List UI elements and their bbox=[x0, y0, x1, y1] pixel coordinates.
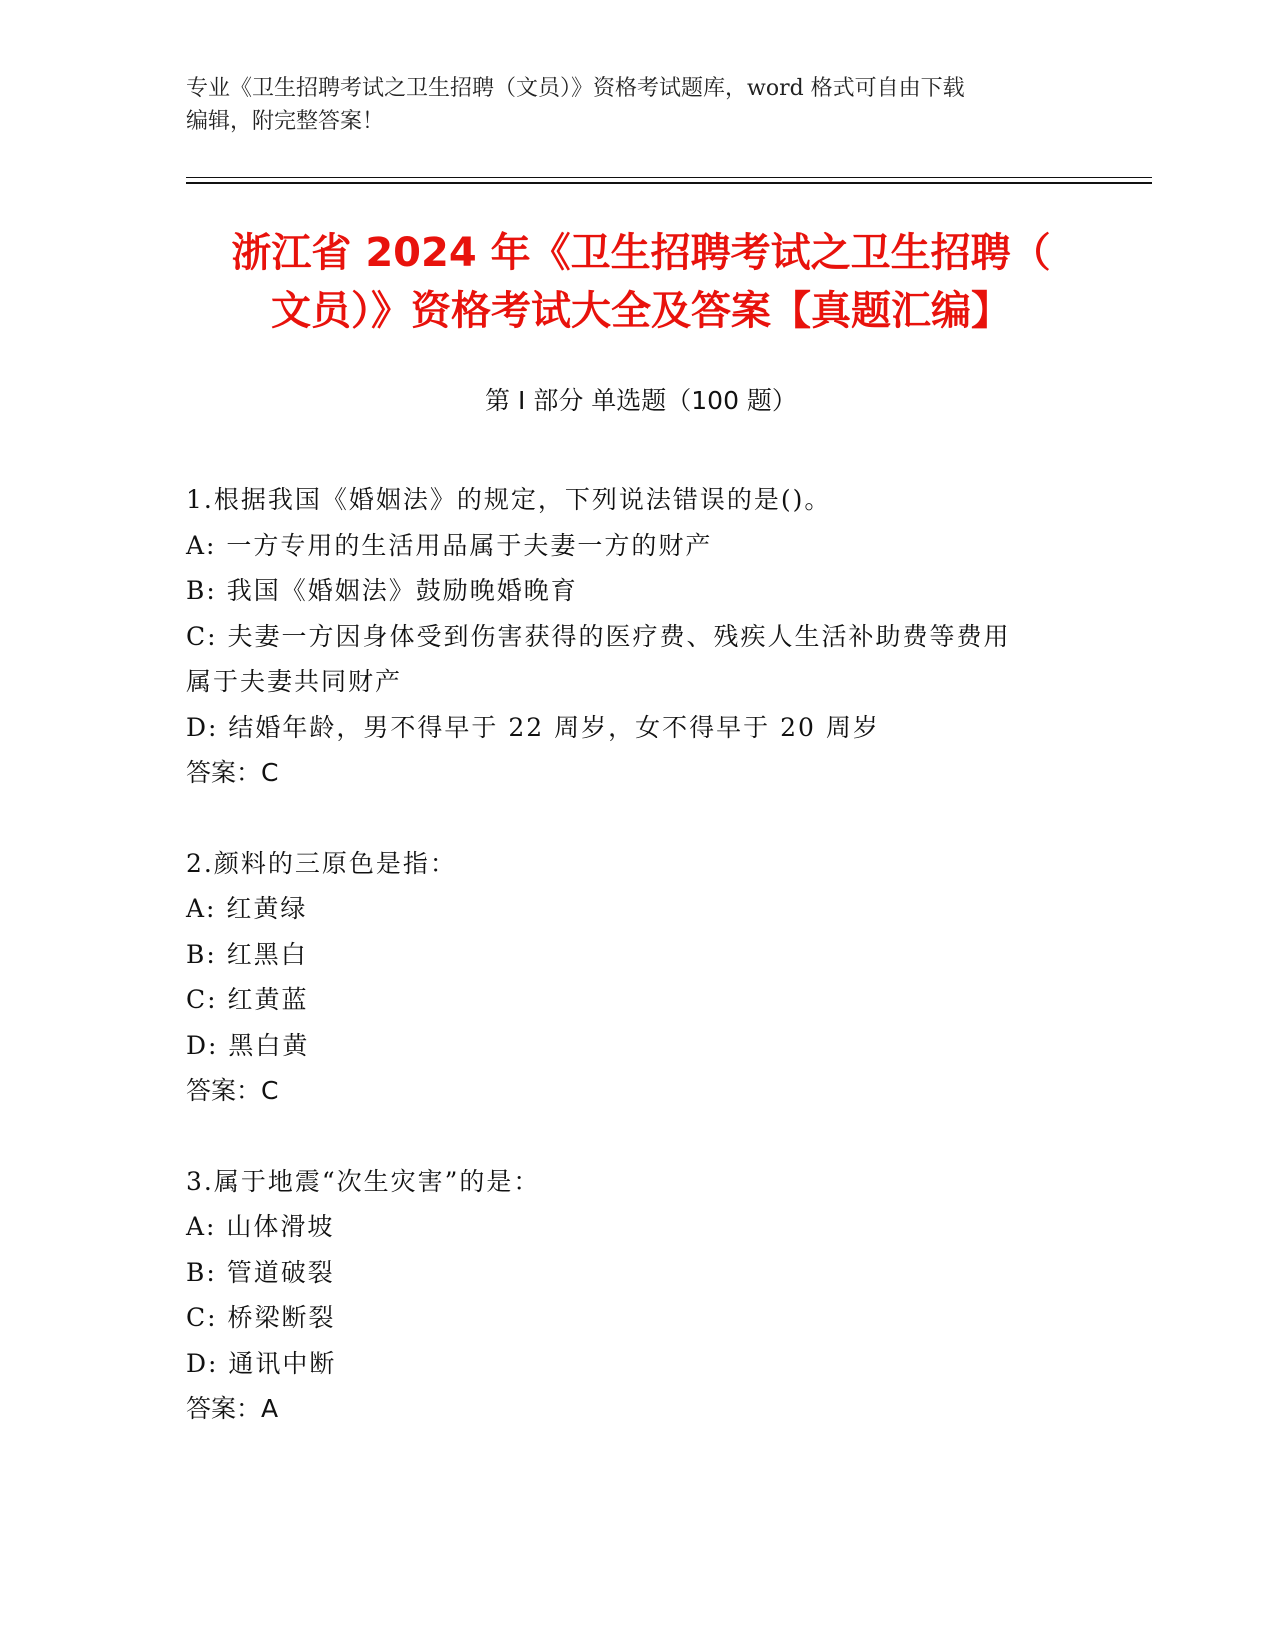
question-stem: 2.颜料的三原色是指： bbox=[186, 848, 457, 878]
question-list bbox=[186, 477, 1086, 1432]
section-heading: 第 I 部分 单选题（100 题） bbox=[485, 386, 797, 415]
header-note-line-2: 编辑，附完整答案！ bbox=[186, 109, 385, 134]
question-3 bbox=[186, 1159, 1086, 1432]
option-c-continued: 属于夫妻共同财产 bbox=[186, 667, 403, 696]
header-note-line-1: 专业《卫生招聘考试之卫生招聘（文员）》资格考试题库，word 格式可自由下载 bbox=[186, 76, 965, 101]
question-stem: 1.根据我国《婚姻法》的规定，下列说法错误的是()。 bbox=[186, 485, 832, 514]
question-spacer bbox=[186, 1114, 1086, 1159]
option-c: C: 桥梁断裂 bbox=[186, 1303, 336, 1332]
document-title bbox=[186, 224, 1096, 340]
document-title-line-2: 文员）》资格考试大全及答案【真题汇编】 bbox=[271, 288, 1011, 334]
question-2 bbox=[186, 841, 1086, 1114]
option-c: C: 夫妻一方因身体受到伤害获得的医疗费、残疾人生活补助费等费用 bbox=[186, 621, 1011, 651]
header-divider-thick bbox=[186, 182, 1152, 184]
question-1 bbox=[186, 477, 1086, 796]
question-spacer bbox=[186, 796, 1086, 841]
option-a: A: 一方专用的生活用品属于夫妻一方的财产 bbox=[186, 530, 713, 560]
question-stem: 3.属于地震“次生灾害”的是： bbox=[186, 1166, 541, 1196]
document-title-line-1: 浙江省 2024 年《卫生招聘考试之卫生招聘（ bbox=[231, 230, 1051, 276]
option-a: A: 山体滑坡 bbox=[186, 1212, 335, 1241]
answer: 答案：C bbox=[186, 1076, 279, 1105]
option-d: D: 结婚年龄，男不得早于 22 周岁，女不得早于 20 周岁 bbox=[186, 712, 880, 742]
option-a: A: 红黄绿 bbox=[186, 894, 308, 923]
option-b: B: 管道破裂 bbox=[186, 1257, 335, 1287]
option-b: B: 红黑白 bbox=[186, 939, 308, 969]
answer: 答案：A bbox=[186, 1394, 279, 1423]
header-note bbox=[186, 72, 1086, 138]
option-d: D: 通讯中断 bbox=[186, 1348, 337, 1378]
option-b: B: 我国《婚姻法》鼓励晚婚晚育 bbox=[186, 576, 578, 605]
option-c: C: 红黄蓝 bbox=[186, 985, 309, 1014]
answer: 答案：C bbox=[186, 758, 279, 787]
option-d: D: 黑白黄 bbox=[186, 1030, 310, 1060]
header-divider-thin bbox=[186, 177, 1152, 178]
